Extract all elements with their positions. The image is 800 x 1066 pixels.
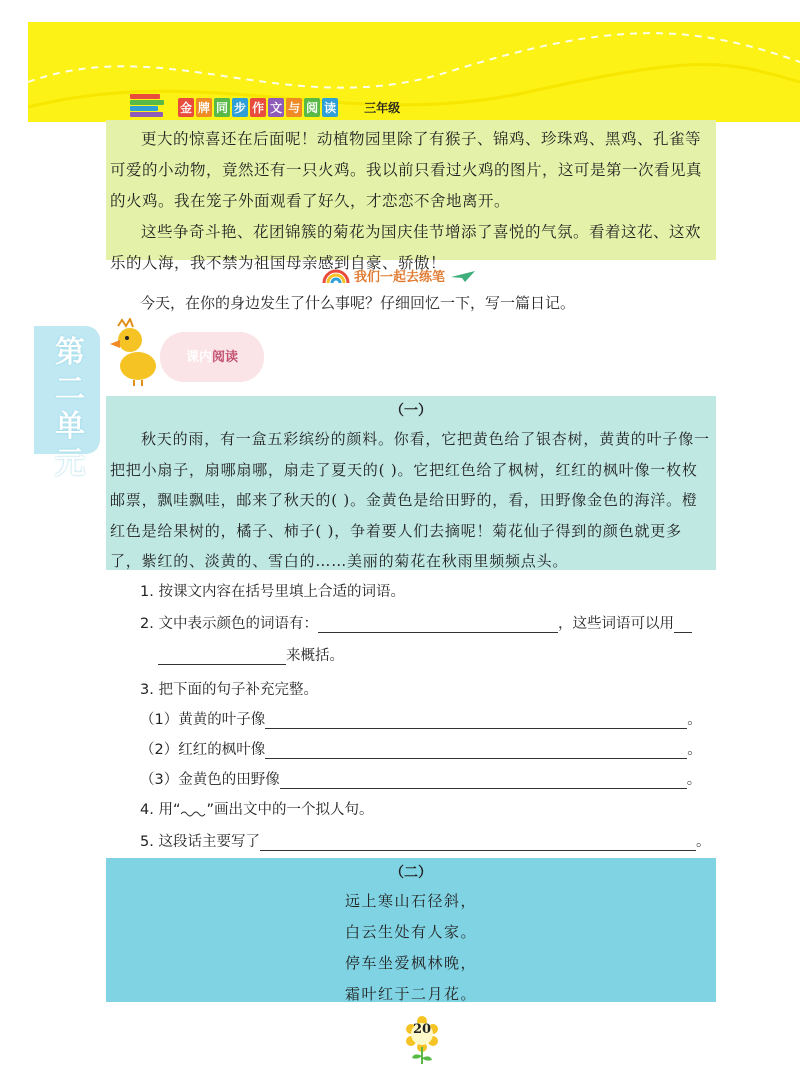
question-3: 3. 把下面的句子补充完整。 xyxy=(140,682,318,698)
answer-blank-summary[interactable] xyxy=(158,649,286,665)
answer-blank-3-2[interactable] xyxy=(265,743,687,759)
practice-prompt: 今天，在你的身边发生了什么事呢？仔细回忆一下，写一篇日记。 xyxy=(140,294,576,312)
poem-line-4: 霜叶红于二月花。 xyxy=(344,985,477,1003)
question-3-1: （1）黄黄的叶子像 。 xyxy=(140,712,702,728)
page-number: 20 xyxy=(412,1022,432,1037)
series-title xyxy=(178,98,338,117)
question-1: 1. 按课文内容在括号里填上合适的词语。 xyxy=(140,584,405,600)
page-number-badge xyxy=(404,1014,440,1064)
passage-two-title: （二） xyxy=(390,865,432,881)
passage-one-title: （一） xyxy=(390,403,432,419)
series-header xyxy=(130,94,400,120)
answer-blank-5[interactable] xyxy=(260,835,696,851)
question-3-3: （3）金黄色的田野像 。 xyxy=(140,772,702,788)
series-title-char: 步 xyxy=(232,98,248,117)
series-title-char: 读 xyxy=(322,98,338,117)
series-title-char: 文 xyxy=(268,98,284,117)
answer-blank-3-1[interactable] xyxy=(265,713,687,729)
answer-blank-colors[interactable] xyxy=(318,617,558,633)
question-5: 5. 这段话主要写了 。 xyxy=(140,834,711,850)
practice-title-text: 我们一起去练笔 xyxy=(354,270,446,285)
books-icon xyxy=(130,94,166,120)
passage-one-box xyxy=(106,396,716,570)
series-title-char: 牌 xyxy=(196,98,212,117)
rainbow-icon xyxy=(322,268,350,284)
reading-section-label: 课内阅读 xyxy=(186,350,239,365)
answer-blank-3-3[interactable] xyxy=(280,773,687,789)
answer-blank-summary-start[interactable] xyxy=(674,617,692,633)
essay-excerpt-box xyxy=(106,120,716,272)
question-3-2: （2）红红的枫叶像 。 xyxy=(140,742,702,758)
poem-line-3: 停车坐爱枫林晚， xyxy=(344,954,477,972)
series-title-char: 同 xyxy=(214,98,230,117)
wavy-underline-icon xyxy=(180,809,206,819)
paper-plane-icon xyxy=(449,269,477,283)
series-title-char: 作 xyxy=(250,98,266,117)
practice-title xyxy=(322,266,477,285)
duck-mascot-icon xyxy=(108,318,164,386)
series-title-char: 与 xyxy=(286,98,302,117)
essay-paragraph-2: 这些争奇斗艳、花团锦簇的菊花为国庆佳节增添了喜悦的气氛。看着这花、这欢乐的人海，我不禁为祖国母亲感到自豪、骄傲！ xyxy=(110,223,702,272)
grade-label: 三年级 xyxy=(364,100,401,115)
series-title-char: 阅 xyxy=(304,98,320,117)
passage-one-text: 秋天的雨，有一盒五彩缤纷的颜料。你看，它把黄色给了银杏树，黄黄的叶子像一把把小扇子，扇哪扇哪，扇走了夏天的( )。它把红色给了枫树，红红的枫叶像一枚枚邮票，飘哇飘哇，邮来了秋天的( )。金黄色是给田野的，看，田野像金色的海洋。橙红色是给果树的，橘子、柿子( )，争着要人们去摘呢！菊花仙子得到的颜色就更多了，紫红的、淡黄的、雪白的……美丽的菊花在秋雨里频频点头。 xyxy=(110,430,710,570)
unit-side-tab-label: 第二单元 xyxy=(55,335,85,481)
question-2: 2. 文中表示颜色的词语有： ，这些词语可以用 xyxy=(140,612,692,633)
question-2-continued: 来概括。 xyxy=(158,644,344,665)
question-4: 4. 用“ ”画出文中的一个拟人句。 xyxy=(140,802,374,818)
essay-paragraph-1: 更大的惊喜还在后面呢！动植物园里除了有猴子、锦鸡、珍珠鸡、黑鸡、孔雀等可爱的小动物，竟然还有一只火鸡。我以前只看过火鸡的图片，这可是第一次看见真的火鸡。我在笼子外面观看了好久，才恋恋不舍地离开。 xyxy=(110,130,703,210)
poem-line-1: 远上寒山石径斜， xyxy=(344,892,477,910)
poem-line-2: 白云生处有人家。 xyxy=(344,923,477,941)
passage-two-box xyxy=(106,858,716,1002)
series-title-char: 金 xyxy=(178,98,194,117)
